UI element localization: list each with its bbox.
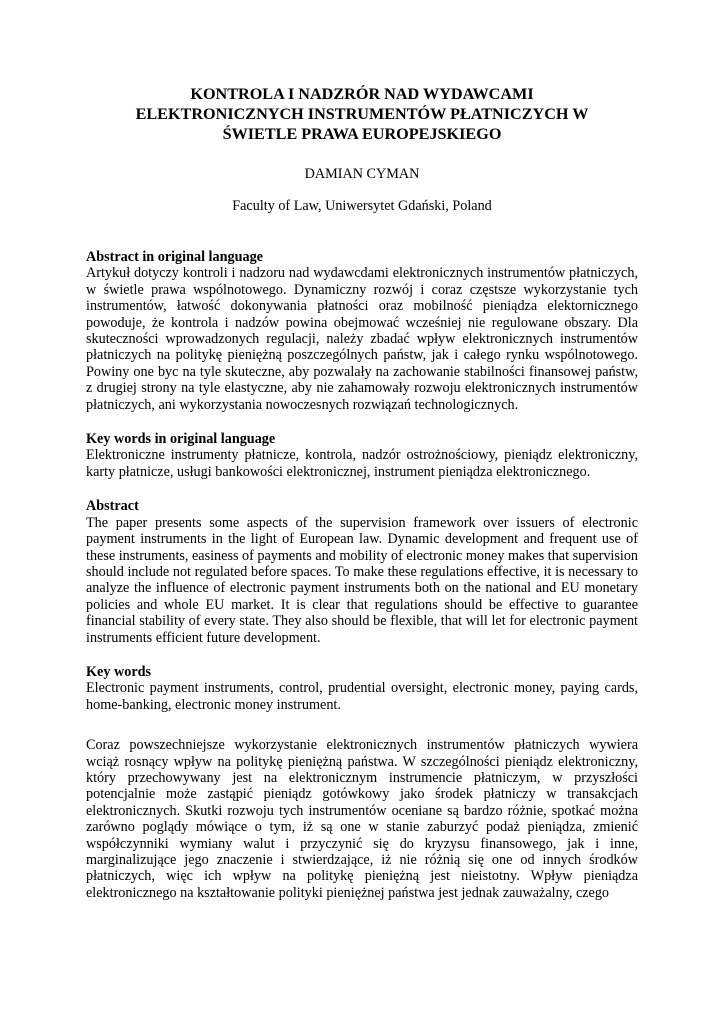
section-heading: Abstract in original language (86, 249, 263, 265)
author-affiliation: Faculty of Law, Uniwersytet Gdański, Poland (232, 198, 492, 214)
keywords-english-text: Electronic payment instruments, control, prudential oversight, electronic money, paying cards, home-banking, electronic money instrument. (86, 680, 638, 713)
title-line: ELEKTRONICZNYCH INSTRUMENTÓW PŁATNICZYCH W (135, 105, 589, 123)
abstract-english-section (86, 498, 638, 646)
section-heading: Key words in original language (86, 431, 276, 448)
keywords-original-section (86, 431, 638, 480)
abstract-original-text: Artykuł dotyczy kontroli i nadzoru nad wydawcdami elektronicznych instrumentów płatniczych, w świetle prawa wspólnotowego. Dynamiczny rozwój i coraz częstsze wykorzystanie tych instrumentów, łatwość dokonywania płatności oraz mobilność pieniądza elektornicznego powoduje, że kontrola i nadzów powina obejmować wcześniej nie regulowane obszary. Dla skuteczności wprowadzonych regulacji, należy zbadać wpływ elektronicznych instrumentów płatniczych na politykę pieniężną poszczególnych państw, jak i całego rynku wspólnotowego. Powiny one byc na tyle skuteczne, aby pozwalały na zachowanie stabilności finansowej państw, z drugiej strony na tyle elastyczne, aby nie zahamowały rozwoju elektronicznych instrumentów płatniczych, ani wykorzystania nowoczesnych rozwiązań technologicznych. (86, 265, 638, 413)
keywords-original-text: Elektroniczne instrumenty płatnicze, kontrola, nadzór ostrożnościowy, pieniądz elektroniczny, karty płatnicze, usługi bankowości elektronicznej, instrument pieniądza elektronicznego. (86, 447, 638, 480)
keywords-english-section (86, 664, 638, 713)
title-line: KONTROLA I NADZRÓR NAD WYDAWCAMI (190, 85, 534, 103)
body-paragraph: Coraz powszechniejsze wykorzystanie elektronicznych instrumentów płatniczych wywiera wciąż rosnący wpływ na politykę pieniężną państwa. W szczególności pieniądz elektroniczny, który przechowywany jest na elektronicznym instrumencie płatniczym, w przyszłości potencjalnie może zastąpić pieniądz gotówkowy jako środek płatniczy w transakcjach elektronicznych. Skutki rozwoju tych instrumentów oceniane są bardzo różnie, spotkać można zarówno poglądy mówiące o tym, iż są one w stanie zaburzyć podaż pieniądza, zmienić współczynniki wymiany walut i przyczynić się do kryzysu finansowego, jak i inne, marginalizujące jego znaczenie i stwierdzające, iż nie różnią się one od innych środków płatniczych, więc ich wpływ na politykę pieniężną jest nieistotny. Wpływ pieniądza elektronicznego na kształtowanie polityki pieniężnej państwa jest jednak zauważalny, czego (86, 737, 638, 901)
paper-title (86, 84, 638, 144)
author-name: DAMIAN CYMAN (304, 166, 420, 182)
abstract-original-section (86, 249, 638, 413)
section-heading: Abstract (86, 498, 139, 515)
title-line: ŚWIETLE PRAWA EUROPEJSKIEGO (222, 125, 502, 143)
abstract-english-text: The paper presents some aspects of the supervision framework over issuers of electronic payment instruments in the light of European law. Dynamic development and frequent use of these instruments, easiness of payments and mobility of electronic money makes that supervision should include not regulated before spaces. To make these regulations effective, it is necessary to analyze the influence of electronic payment instruments both on the national and EU monetary policies and whole EU market. It is clear that regulations should be effective to guarantee financial stability of every state. They also should be flexible, that will let for electronic payment instruments efficient future development. (86, 514, 639, 646)
section-heading: Key words (86, 663, 152, 680)
